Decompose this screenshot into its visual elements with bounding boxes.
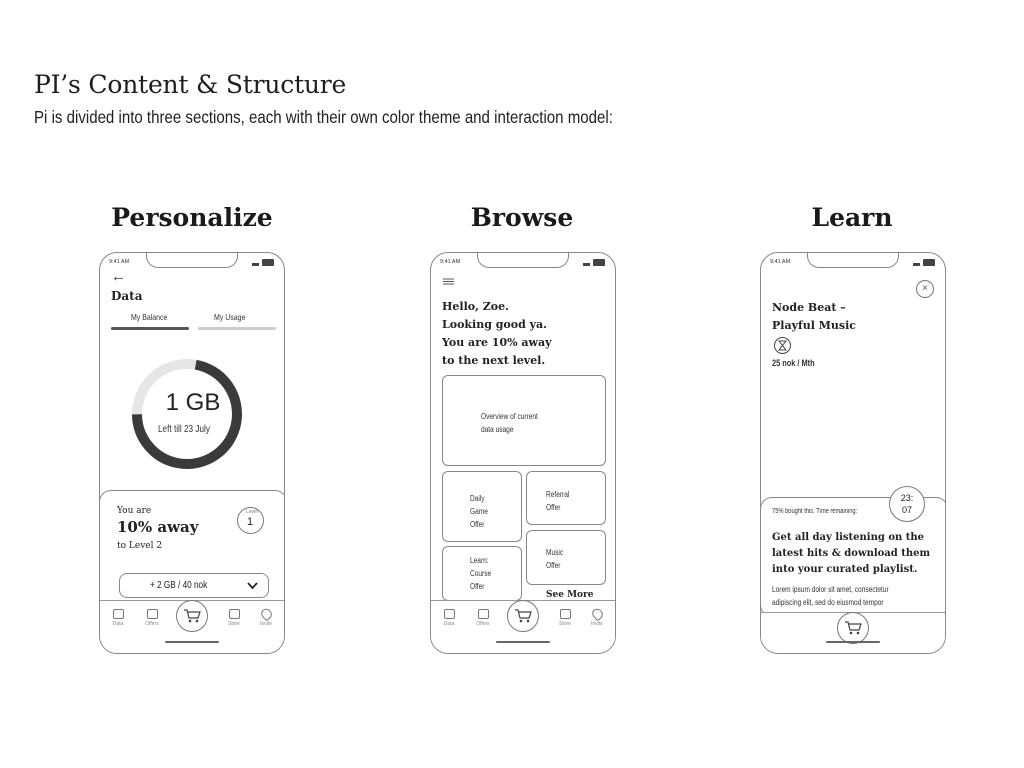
level-card <box>99 490 285 610</box>
column-title-browse: Browse <box>470 203 574 232</box>
status-time: 9:41 AM <box>440 259 461 265</box>
nav-invite[interactable]: Invite <box>254 609 278 627</box>
status-icons <box>252 259 274 266</box>
phone-notch <box>477 252 569 268</box>
home-icon <box>113 609 124 619</box>
overview-card[interactable] <box>442 375 606 466</box>
gift-icon <box>478 609 489 619</box>
cart-button[interactable] <box>507 600 539 632</box>
cart-button[interactable] <box>176 600 208 632</box>
nav-invite[interactable]: Invite <box>585 609 609 627</box>
gift-icon <box>147 609 158 619</box>
tab-my-balance[interactable]: My Balance <box>131 312 168 322</box>
home-indicator <box>496 641 550 643</box>
overview-text: Overview of current data usage <box>481 412 538 434</box>
column-title-learn: Learn <box>811 203 893 232</box>
offer-body: Lorem ipsum dolor sit amet, consectetur adipiscing elit, sed do eiusmod tempor <box>772 585 889 607</box>
status-time: 9:41 AM <box>109 259 130 265</box>
level-card-line3: to Level 2 <box>117 541 163 551</box>
cart-icon <box>514 608 532 624</box>
database-icon <box>229 609 240 619</box>
status-icons <box>913 259 935 266</box>
greeting-line: to the next level. <box>442 354 546 367</box>
level-badge <box>237 507 264 534</box>
home-icon <box>444 609 455 619</box>
tile-music-label: Music Offer <box>546 548 564 570</box>
nav-data[interactable]: Data <box>106 609 130 627</box>
phone-personalize <box>99 252 285 654</box>
tile-daily-game[interactable] <box>442 471 522 542</box>
status-icons <box>583 259 605 266</box>
phone-learn <box>760 252 946 654</box>
tile-referral-label: Referral Offer <box>546 490 570 512</box>
greeting <box>442 298 552 370</box>
column-title-personalize: Personalize <box>111 203 273 232</box>
menu-icon[interactable] <box>443 278 454 285</box>
level-card-line1: You are <box>117 506 152 516</box>
bottom-nav <box>100 600 284 653</box>
bottom-nav <box>761 612 945 653</box>
topup-dropdown-value: + 2 GB / 40 nok <box>150 580 208 591</box>
tab-my-usage[interactable]: My Usage <box>214 312 246 322</box>
home-indicator <box>826 641 880 643</box>
cart-icon <box>183 608 201 624</box>
nav-offers[interactable]: Offers <box>140 609 164 627</box>
page-title: PI’s Content & Structure <box>34 70 347 99</box>
level-badge-label: Level <box>246 509 258 515</box>
nav-offers[interactable]: Offers <box>471 609 495 627</box>
nav-store[interactable]: Store <box>553 609 577 627</box>
back-arrow-icon[interactable]: ← <box>111 269 126 285</box>
greeting-line: Looking good ya. <box>442 318 547 331</box>
tile-music[interactable] <box>526 530 606 585</box>
donut-value: 1 GB <box>165 389 221 416</box>
product-title: Node Beat – Playful Music <box>772 301 856 332</box>
heart-icon <box>259 607 274 622</box>
database-icon <box>560 609 571 619</box>
tile-daily-game-label: Daily Game Offer <box>470 494 488 529</box>
see-more-link[interactable]: See More <box>546 590 594 600</box>
level-badge-value: 1 <box>247 516 254 528</box>
level-card-line2: 10% away <box>117 518 199 536</box>
home-indicator <box>165 641 219 643</box>
tab-indicator-active <box>111 327 189 330</box>
screen-title: Data <box>111 289 143 303</box>
phone-notch <box>807 252 899 268</box>
page-subtitle: Pi is divided into three sections, each with their own color theme and interaction model: <box>34 107 613 127</box>
nav-store[interactable]: Store <box>222 609 246 627</box>
tile-learn-course-label: Learn: Course Offer <box>470 556 492 591</box>
offer-card <box>760 493 946 617</box>
bottom-nav <box>431 600 615 653</box>
hourglass-icon <box>774 337 791 354</box>
greeting-line: You are 10% away <box>442 336 552 349</box>
greeting-line: Hello, Zoe. <box>442 300 509 313</box>
bought-label: 75% bought this. Time remaining: <box>772 508 858 515</box>
status-time: 9:41 AM <box>770 259 791 265</box>
tab-indicator-inactive <box>198 327 276 330</box>
chevron-down-icon <box>247 582 258 590</box>
countdown-timer <box>889 486 925 522</box>
phone-notch <box>146 252 238 268</box>
phone-browse <box>430 252 616 654</box>
price-label: 25 nok / Mth <box>772 358 815 368</box>
topup-dropdown[interactable] <box>119 573 269 598</box>
heart-icon <box>590 607 605 622</box>
nav-data[interactable]: Data <box>437 609 461 627</box>
countdown-value: 23: 07 <box>900 493 914 515</box>
tile-referral[interactable] <box>526 471 606 525</box>
tile-learn-course[interactable] <box>442 546 522 601</box>
cart-icon <box>844 620 862 636</box>
offer-headline: Get all day listening on the latest hits & download them into your curated playlist. <box>772 532 931 575</box>
close-icon[interactable]: × <box>916 280 934 298</box>
donut-label: Left till 23 July <box>158 424 210 435</box>
cart-button[interactable] <box>837 612 869 644</box>
